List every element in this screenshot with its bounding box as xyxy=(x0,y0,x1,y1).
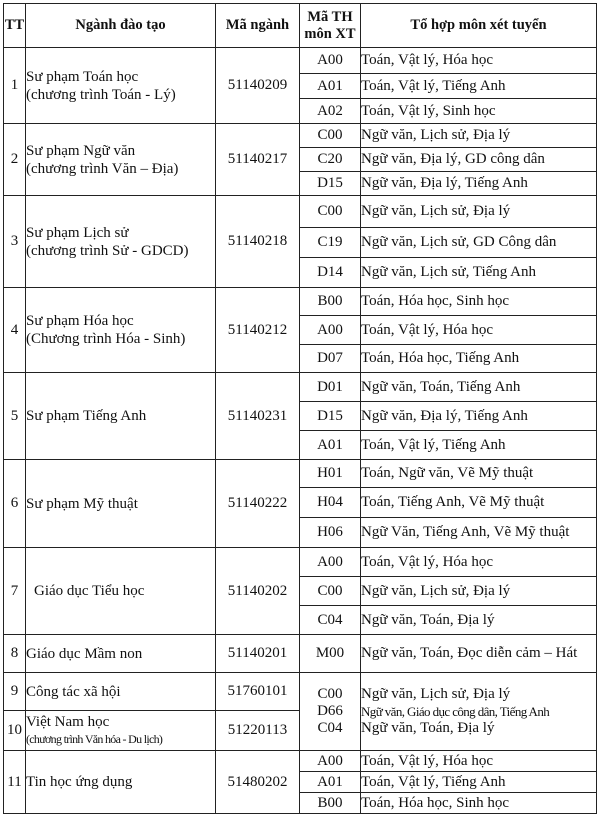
program-name: Sư phạm Mỹ thuật xyxy=(26,460,216,548)
row-number: 3 xyxy=(4,196,26,288)
combo-code: M00 xyxy=(300,635,361,673)
table-row xyxy=(4,288,597,316)
row-number: 5 xyxy=(4,373,26,460)
combo-code: H01 xyxy=(300,460,361,488)
combo-subjects: Toán, Tiếng Anh, Vẽ Mỹ thuật xyxy=(361,488,597,518)
combo-subjects: Toán, Vật lý, Hóa học xyxy=(361,316,597,345)
combo-code: A01 xyxy=(300,431,361,460)
program-subtitle: (chương trình Văn hóa - Du lịch) xyxy=(26,731,163,746)
combo-code: C04 xyxy=(317,720,343,736)
combo-code: A00 xyxy=(300,48,361,74)
combo-subjects: Toán, Vật lý, Hóa học xyxy=(361,751,597,772)
row-number: 10 xyxy=(4,711,26,751)
combo-subjects: Ngữ văn, Toán, Đọc diễn cảm – Hát xyxy=(361,635,597,673)
table-row xyxy=(4,48,597,74)
combo-subjects: Ngữ văn, Toán, Địa lý xyxy=(361,606,597,635)
combo-code: H04 xyxy=(300,488,361,518)
combo-code: A01 xyxy=(300,772,361,793)
combo-code: A00 xyxy=(300,751,361,772)
program-subtitle: (chương trình Toán - Lý) xyxy=(26,86,176,103)
header-subject-combo: Tổ hợp môn xét tuyển xyxy=(361,4,597,48)
combo-subjects: Toán, Vật lý, Hóa học xyxy=(361,548,597,577)
combo-subjects: Toán, Vật lý, Sinh học xyxy=(361,99,597,124)
row-number: 7 xyxy=(4,548,26,635)
combo-subjects: Toán, Ngữ văn, Vẽ Mỹ thuật xyxy=(361,460,597,488)
program-title: Sư phạm Toán học xyxy=(26,68,139,85)
combo-code: B00 xyxy=(300,793,361,814)
row-number: 4 xyxy=(4,288,26,373)
combo-code-cell xyxy=(300,673,361,751)
row-number: 6 xyxy=(4,460,26,548)
program-code: 51760101 xyxy=(216,673,300,711)
row-number: 9 xyxy=(4,673,26,711)
combo-code: C00 xyxy=(300,577,361,606)
row-number: 1 xyxy=(4,48,26,124)
combo-code: A01 xyxy=(300,74,361,99)
program-subtitle: (chương trình Sử - GDCD) xyxy=(26,242,189,259)
table-row xyxy=(4,460,597,488)
program-code: 51140218 xyxy=(216,196,300,288)
combo-code: C04 xyxy=(300,606,361,635)
admission-table-wrapper xyxy=(3,3,597,814)
program-code: 51140202 xyxy=(216,548,300,635)
program-code: 51480202 xyxy=(216,751,300,814)
combo-subjects: Ngữ Văn, Tiếng Anh, Vẽ Mỹ thuật xyxy=(361,518,597,548)
program-code: 51140209 xyxy=(216,48,300,124)
program-name: Sư phạm Tiếng Anh xyxy=(26,373,216,460)
combo-subjects: Ngữ văn, Địa lý, Tiếng Anh xyxy=(361,172,597,196)
combo-subjects-cell xyxy=(361,673,597,751)
table-row xyxy=(4,124,597,148)
program-name xyxy=(26,48,216,124)
combo-code: D15 xyxy=(300,402,361,431)
combo-subjects: Ngữ văn, Lịch sử, Địa lý xyxy=(361,124,597,148)
combo-subjects: Toán, Vật lý, Tiếng Anh xyxy=(361,772,597,793)
combo-code: C00 xyxy=(300,196,361,228)
combo-subjects: Toán, Vật lý, Tiếng Anh xyxy=(361,74,597,99)
combo-code: A00 xyxy=(300,548,361,577)
program-code: 51140222 xyxy=(216,460,300,548)
program-name xyxy=(26,124,216,196)
program-title: Sư phạm Hóa học xyxy=(26,313,134,329)
header-combo-code-line2: môn XT xyxy=(304,25,356,42)
combo-code: C19 xyxy=(300,228,361,258)
program-name xyxy=(26,288,216,373)
program-code: 51140201 xyxy=(216,635,300,673)
combo-code: C20 xyxy=(300,148,361,172)
combo-code: D15 xyxy=(300,172,361,196)
header-tt: TT xyxy=(4,4,26,48)
program-name: Giáo dục Mầm non xyxy=(26,635,216,673)
table-row xyxy=(4,196,597,228)
combo-subjects: Toán, Vật lý, Hóa học xyxy=(361,48,597,74)
combo-code: C00 xyxy=(317,686,343,702)
combo-code: C00 xyxy=(300,124,361,148)
combo-subjects: Toán, Hóa học, Sinh học xyxy=(361,793,597,814)
program-title: Việt Nam học xyxy=(26,713,110,730)
combo-subjects: Ngữ văn, Lịch sử, Địa lý xyxy=(361,686,511,702)
table-row xyxy=(4,373,597,402)
combo-code: A00 xyxy=(300,316,361,345)
program-title: Sư phạm Lịch sử xyxy=(26,224,129,241)
header-program-code: Mã ngành xyxy=(216,4,300,48)
combo-subjects: Ngữ văn, Toán, Tiếng Anh xyxy=(361,373,597,402)
table-row xyxy=(4,673,597,711)
program-subtitle: (chương trình Văn – Địa) xyxy=(26,160,179,177)
combo-code: D14 xyxy=(300,258,361,288)
row-number: 2 xyxy=(4,124,26,196)
header-combo-code xyxy=(300,4,361,48)
admission-table xyxy=(3,3,597,814)
combo-code: H06 xyxy=(300,518,361,548)
combo-subjects: Ngữ văn, Địa lý, GD công dân xyxy=(361,148,597,172)
combo-subjects: Ngữ văn, Địa lý, Tiếng Anh xyxy=(361,402,597,431)
program-name xyxy=(26,711,216,751)
combo-code: B00 xyxy=(300,288,361,316)
program-name: Công tác xã hội xyxy=(26,673,216,711)
combo-subjects: Toán, Vật lý, Tiếng Anh xyxy=(361,431,597,460)
program-code: 51140217 xyxy=(216,124,300,196)
program-name xyxy=(26,196,216,288)
combo-subjects: Toán, Hóa học, Tiếng Anh xyxy=(361,345,597,373)
table-row xyxy=(4,751,597,772)
header-combo-code-line1: Mã TH xyxy=(307,8,353,25)
program-code: 51140212 xyxy=(216,288,300,373)
combo-code: A02 xyxy=(300,99,361,124)
combo-subjects: Toán, Hóa học, Sinh học xyxy=(361,288,597,316)
program-code: 51220113 xyxy=(216,711,300,751)
table-row xyxy=(4,635,597,673)
row-number: 11 xyxy=(4,751,26,814)
program-title: Sư phạm Ngữ văn xyxy=(26,142,136,159)
table-row xyxy=(4,548,597,577)
combo-subjects: Ngữ văn, Lịch sử, Địa lý xyxy=(361,577,597,606)
header-row xyxy=(4,4,597,48)
combo-subjects: Ngữ văn, Toán, Địa lý xyxy=(361,720,495,736)
program-name: Giáo dục Tiểu học xyxy=(26,548,216,635)
combo-subjects: Ngữ văn, Lịch sử, Địa lý xyxy=(361,196,597,228)
program-subtitle: (Chương trình Hóa - Sinh) xyxy=(26,331,186,347)
combo-subjects: Ngữ văn, Lịch sử, Tiếng Anh xyxy=(361,258,597,288)
program-name: Tin học ứng dụng xyxy=(26,751,216,814)
combo-code: D07 xyxy=(300,345,361,373)
program-code: 51140231 xyxy=(216,373,300,460)
combo-code: D01 xyxy=(300,373,361,402)
combo-subjects: Ngữ văn, Lịch sử, GD Công dân xyxy=(361,228,597,258)
combo-subjects: Ngữ văn, Giáo dục công dân, Tiếng Anh xyxy=(361,704,550,719)
header-program: Ngành đào tạo xyxy=(26,4,216,48)
combo-code: D66 xyxy=(317,703,343,719)
row-number: 8 xyxy=(4,635,26,673)
